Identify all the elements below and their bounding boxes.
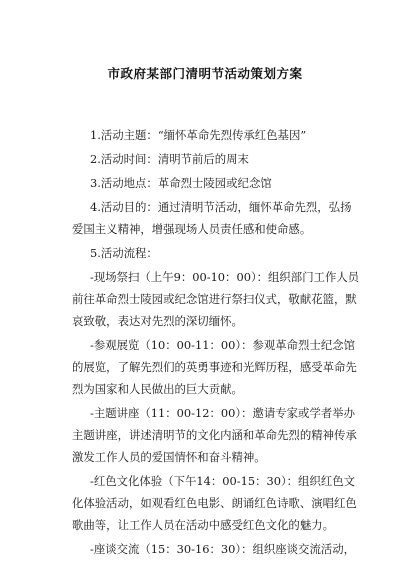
step-sweep-cont1: 前往革命烈士陵园或纪念馆进行祭扫仪式，敬献花篮，默 xyxy=(72,292,357,306)
item-purpose: 4.活动目的：通过清明节活动，缅怀革命先烈，弘扬 xyxy=(90,200,352,214)
step-exhibit: -参观展览（10：00-11：00）：参观革命烈士纪念馆 xyxy=(90,338,356,352)
document-title: 市政府某部门清明节活动策划方案 xyxy=(107,66,303,81)
step-sweep: -现场祭扫（上午9：00-10：00）：组织部门工作人员 xyxy=(90,270,360,284)
step-culture-cont1: 化体验活动，如观看红色电影、朗诵红色诗歌、演唱红色 xyxy=(72,496,357,510)
step-lecture-cont2: 激发工作人员的爱国情怀和奋斗精神。 xyxy=(72,450,266,464)
step-exhibit-cont1: 的展览，了解先烈们的英勇事迹和光辉历程，感受革命先 xyxy=(72,360,357,374)
item-time: 2.活动时间：清明节前后的周末 xyxy=(90,152,249,166)
step-culture-cont2: 歌曲等，让工作人员在活动中感受红色文化的魅力。 xyxy=(72,518,334,532)
step-sweep-cont2: 哀致敬，表达对先烈的深切缅怀。 xyxy=(72,314,243,328)
item-location: 3.活动地点：革命烈士陵园或纪念馆 xyxy=(90,176,272,190)
item-theme: 1.活动主题：“缅怀革命先烈传承红色基因” xyxy=(90,128,307,142)
item-purpose-cont: 爱国主义精神，增强现场人员责任感和使命感。 xyxy=(72,222,312,236)
step-exhibit-cont2: 烈为国家和人民做出的巨大贡献。 xyxy=(72,382,243,396)
step-forum: -座谈交流（15：30-16：30）：组织座谈交流活动， xyxy=(90,542,356,556)
step-lecture: -主题讲座（11：00-12：00）：邀请专家或学者举办 xyxy=(90,406,356,420)
step-lecture-cont1: 主题讲座，讲述清明节的文化内涵和革命先烈的精神传承 xyxy=(72,428,357,442)
step-culture: -红色文化体验（下午14：00-15：30）：组织红色文 xyxy=(90,474,356,488)
item-process: 5.活动流程： xyxy=(90,246,158,260)
